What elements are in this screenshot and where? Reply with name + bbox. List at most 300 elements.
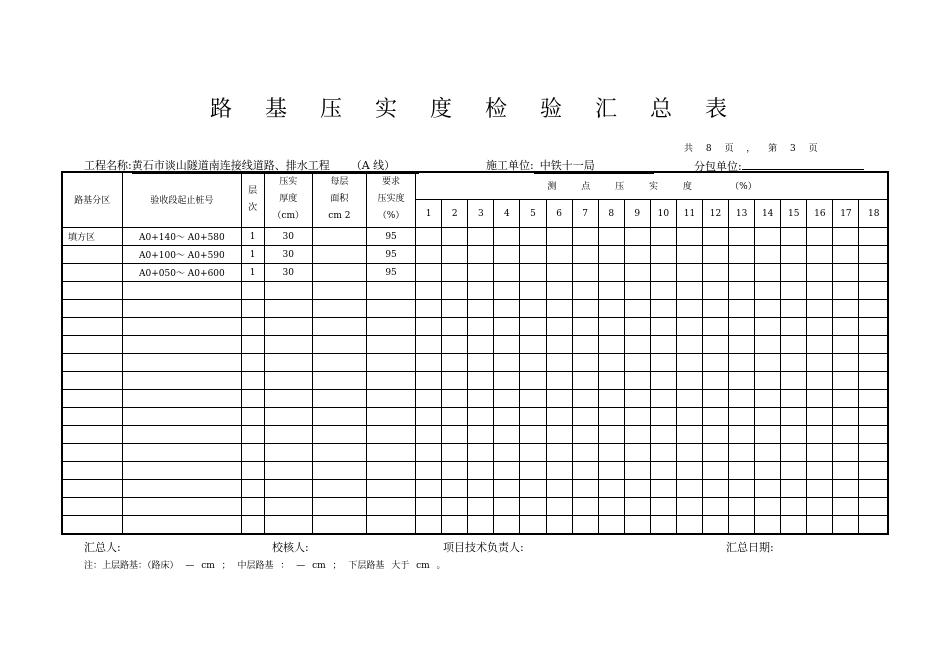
- cell-req: [366, 300, 415, 318]
- cell-zone: [62, 462, 123, 480]
- cell-point: [755, 426, 781, 444]
- cell-point: [859, 444, 889, 462]
- cell-point: [833, 264, 859, 282]
- cell-point: [702, 444, 728, 462]
- cell-point: [442, 390, 468, 408]
- page-info: 共 8 页 ， 第 3 页: [684, 144, 818, 154]
- cell-point: [729, 426, 755, 444]
- cell-thick: [264, 282, 312, 300]
- cell-section: [123, 516, 241, 534]
- cell-point: [494, 372, 520, 390]
- cell-thick: [264, 462, 312, 480]
- cell-point: [729, 336, 755, 354]
- cell-req: 95: [366, 264, 415, 282]
- cell-point: [520, 282, 546, 300]
- cell-zone: [62, 426, 123, 444]
- cell-point: [520, 246, 546, 264]
- cell-point: [807, 228, 833, 246]
- cell-point: [442, 516, 468, 534]
- cell-point: [729, 246, 755, 264]
- cell-point: [755, 372, 781, 390]
- point-number-header: 8: [598, 200, 624, 228]
- cell-point: [624, 300, 650, 318]
- summary-label: 汇总人:: [84, 541, 121, 554]
- point-number-header: 10: [650, 200, 676, 228]
- cell-layer: [241, 444, 264, 462]
- checker-label: 校核人:: [272, 541, 309, 554]
- cell-point: [755, 408, 781, 426]
- cell-point: [598, 336, 624, 354]
- cell-point: [650, 300, 676, 318]
- cell-point: [859, 426, 889, 444]
- cell-layer: [241, 336, 264, 354]
- inspection-table: [61, 171, 889, 534]
- cell-point: [833, 390, 859, 408]
- cell-point: [468, 516, 494, 534]
- cell-point: [572, 246, 598, 264]
- cell-point: [781, 246, 807, 264]
- table-row: [62, 264, 889, 282]
- cell-point: [416, 354, 442, 372]
- cell-section: [123, 426, 241, 444]
- cell-thick: [264, 408, 312, 426]
- cell-point: [624, 462, 650, 480]
- cell-point: [676, 264, 702, 282]
- cell-layer: [241, 282, 264, 300]
- cell-point: [729, 516, 755, 534]
- cell-area: [312, 498, 366, 516]
- cell-point: [572, 462, 598, 480]
- cell-point: [676, 246, 702, 264]
- cell-req: [366, 336, 415, 354]
- cell-point: [520, 462, 546, 480]
- cell-point: [729, 498, 755, 516]
- builder-label: 施工单位:: [486, 159, 534, 172]
- cell-point: [781, 390, 807, 408]
- cell-section: [123, 480, 241, 498]
- cell-point: [546, 462, 572, 480]
- cell-point: [598, 354, 624, 372]
- table-row: [62, 318, 889, 336]
- cell-point: [729, 228, 755, 246]
- cell-point: [494, 354, 520, 372]
- cell-layer: 1: [241, 264, 264, 282]
- table-row: [62, 516, 889, 534]
- cell-layer: [241, 426, 264, 444]
- cell-area: [312, 264, 366, 282]
- cell-point: [572, 408, 598, 426]
- project-name: 黄石市谈山隧道南连接线道路、排水工程: [131, 159, 330, 172]
- cell-point: [702, 426, 728, 444]
- cell-point: [520, 354, 546, 372]
- cell-point: [468, 408, 494, 426]
- cell-layer: [241, 462, 264, 480]
- header-area: 每层 面积 cm 2: [312, 172, 366, 228]
- cell-point: [624, 264, 650, 282]
- cell-point: [520, 480, 546, 498]
- cell-point: [442, 372, 468, 390]
- cell-point: [494, 336, 520, 354]
- cell-point: [442, 480, 468, 498]
- cell-point: [650, 264, 676, 282]
- cell-point: [781, 408, 807, 426]
- table-row: [62, 408, 889, 426]
- cell-point: [468, 336, 494, 354]
- cell-point: [416, 498, 442, 516]
- cell-point: [755, 444, 781, 462]
- cell-point: [468, 444, 494, 462]
- sub-label: 分包单位:: [694, 160, 742, 173]
- line-name: （A 线）: [350, 159, 396, 172]
- cell-point: [546, 498, 572, 516]
- cell-point: [859, 318, 889, 336]
- cell-section: A0+050～ A0+600: [123, 264, 241, 282]
- point-number-header: 15: [781, 200, 807, 228]
- cell-section: [123, 390, 241, 408]
- point-number-header: 5: [520, 200, 546, 228]
- cell-thick: [264, 336, 312, 354]
- cell-point: [468, 264, 494, 282]
- cell-zone: [62, 354, 123, 372]
- cell-point: [859, 336, 889, 354]
- cell-point: [598, 516, 624, 534]
- cell-point: [650, 246, 676, 264]
- cell-point: [442, 300, 468, 318]
- cell-point: [468, 426, 494, 444]
- cell-section: [123, 462, 241, 480]
- cell-point: [676, 462, 702, 480]
- point-number-header: 4: [494, 200, 520, 228]
- cell-point: [807, 246, 833, 264]
- cell-area: [312, 516, 366, 534]
- point-number-header: 16: [807, 200, 833, 228]
- cell-point: [572, 336, 598, 354]
- cell-point: [416, 282, 442, 300]
- cell-point: [702, 480, 728, 498]
- cell-layer: [241, 390, 264, 408]
- point-number-header: 13: [729, 200, 755, 228]
- cell-point: [598, 246, 624, 264]
- cell-point: [676, 318, 702, 336]
- cell-point: [572, 516, 598, 534]
- cell-point: [676, 354, 702, 372]
- cell-point: [755, 498, 781, 516]
- cell-point: [650, 426, 676, 444]
- cell-point: [546, 282, 572, 300]
- cell-point: [520, 336, 546, 354]
- cell-area: [312, 246, 366, 264]
- project-label: 工程名称:: [84, 159, 132, 172]
- cell-point: [781, 282, 807, 300]
- cell-point: [833, 372, 859, 390]
- cell-point: [755, 282, 781, 300]
- cell-point: [859, 480, 889, 498]
- cell-point: [676, 444, 702, 462]
- cell-point: [807, 354, 833, 372]
- cell-point: [520, 264, 546, 282]
- cell-point: [729, 372, 755, 390]
- table-row: [62, 336, 889, 354]
- cell-point: [676, 516, 702, 534]
- cell-area: [312, 336, 366, 354]
- cell-point: [702, 390, 728, 408]
- cell-zone: [62, 318, 123, 336]
- cell-point: [650, 390, 676, 408]
- header-thickness: 压实 厚度 （cm）: [264, 172, 312, 228]
- cell-point: [598, 282, 624, 300]
- cell-point: [702, 228, 728, 246]
- cell-point: [755, 228, 781, 246]
- cell-area: [312, 390, 366, 408]
- cell-point: [494, 390, 520, 408]
- cell-point: [729, 318, 755, 336]
- cell-point: [494, 516, 520, 534]
- cell-req: [366, 282, 415, 300]
- cell-section: [123, 444, 241, 462]
- cell-point: [572, 300, 598, 318]
- cell-point: [520, 408, 546, 426]
- cell-point: [729, 282, 755, 300]
- cell-zone: [62, 264, 123, 282]
- cell-area: [312, 462, 366, 480]
- cell-req: [366, 354, 415, 372]
- cell-point: [468, 300, 494, 318]
- cell-point: [416, 516, 442, 534]
- point-number-header: 12: [702, 200, 728, 228]
- cell-point: [572, 282, 598, 300]
- cell-point: [598, 444, 624, 462]
- cell-point: [624, 282, 650, 300]
- cell-point: [442, 462, 468, 480]
- cell-point: [676, 282, 702, 300]
- cell-point: [494, 282, 520, 300]
- cell-point: [416, 336, 442, 354]
- cell-point: [859, 390, 889, 408]
- cell-area: [312, 282, 366, 300]
- cell-point: [650, 408, 676, 426]
- cell-point: [833, 228, 859, 246]
- cell-point: [729, 390, 755, 408]
- cell-thick: 30: [264, 264, 312, 282]
- cell-req: [366, 408, 415, 426]
- cell-point: [859, 354, 889, 372]
- cell-point: [572, 498, 598, 516]
- cell-point: [572, 444, 598, 462]
- cell-point: [729, 462, 755, 480]
- cell-req: 95: [366, 228, 415, 246]
- point-number-header: 17: [833, 200, 859, 228]
- cell-point: [676, 390, 702, 408]
- cell-point: [442, 318, 468, 336]
- cell-point: [494, 498, 520, 516]
- cell-point: [833, 444, 859, 462]
- cell-point: [833, 408, 859, 426]
- cell-zone: [62, 372, 123, 390]
- cell-layer: [241, 480, 264, 498]
- cell-layer: [241, 372, 264, 390]
- cell-point: [598, 408, 624, 426]
- point-number-header: 7: [572, 200, 598, 228]
- cell-point: [807, 516, 833, 534]
- header-required: 要求 压实度 （%）: [366, 172, 415, 228]
- cell-point: [702, 300, 728, 318]
- cell-point: [807, 318, 833, 336]
- cell-point: [520, 300, 546, 318]
- cell-point: [468, 372, 494, 390]
- table-row: [62, 498, 889, 516]
- point-number-header: 3: [468, 200, 494, 228]
- cell-zone: [62, 390, 123, 408]
- cell-layer: 1: [241, 228, 264, 246]
- cell-point: [650, 444, 676, 462]
- cell-point: [859, 228, 889, 246]
- cell-area: [312, 318, 366, 336]
- cell-point: [624, 498, 650, 516]
- cell-point: [833, 300, 859, 318]
- cell-point: [624, 444, 650, 462]
- cell-point: [598, 390, 624, 408]
- sub-name: [742, 157, 864, 170]
- cell-point: [833, 480, 859, 498]
- note-text: 注：上层路基：（路床） — cm ； 中层路基 ： — cm ； 下层路基 大于 cm 。: [84, 561, 446, 571]
- cell-req: [366, 498, 415, 516]
- tech-lead-label: 项目技术负责人:: [443, 541, 524, 554]
- cell-layer: 1: [241, 246, 264, 264]
- table-row: [62, 228, 889, 246]
- cell-thick: [264, 318, 312, 336]
- cell-point: [546, 480, 572, 498]
- cell-zone: [62, 246, 123, 264]
- header-zone: 路基分区: [62, 172, 123, 228]
- cell-point: [494, 480, 520, 498]
- cell-point: [546, 408, 572, 426]
- cell-section: A0+140～ A0+580: [123, 228, 241, 246]
- cell-point: [676, 480, 702, 498]
- table-row: [62, 426, 889, 444]
- header-section: 验收段起止桩号: [123, 172, 241, 228]
- cell-point: [650, 336, 676, 354]
- cell-section: [123, 318, 241, 336]
- cell-point: [624, 228, 650, 246]
- cell-point: [624, 354, 650, 372]
- cell-zone: [62, 480, 123, 498]
- cell-point: [546, 336, 572, 354]
- cell-point: [572, 372, 598, 390]
- cell-section: [123, 372, 241, 390]
- cell-point: [572, 390, 598, 408]
- cell-point: [546, 264, 572, 282]
- cell-thick: [264, 372, 312, 390]
- cell-point: [546, 228, 572, 246]
- cell-point: [572, 264, 598, 282]
- cell-point: [781, 228, 807, 246]
- cell-point: [650, 462, 676, 480]
- cell-point: [598, 318, 624, 336]
- cell-point: [520, 318, 546, 336]
- cell-point: [546, 444, 572, 462]
- cell-req: [366, 390, 415, 408]
- cell-point: [833, 516, 859, 534]
- cell-point: [676, 372, 702, 390]
- cell-point: [416, 426, 442, 444]
- cell-point: [468, 318, 494, 336]
- cell-area: [312, 444, 366, 462]
- point-number-header: 9: [624, 200, 650, 228]
- cell-point: [859, 282, 889, 300]
- cell-thick: [264, 444, 312, 462]
- cell-point: [807, 498, 833, 516]
- cell-area: [312, 228, 366, 246]
- cell-point: [494, 264, 520, 282]
- cell-point: [859, 264, 889, 282]
- cell-req: [366, 372, 415, 390]
- table-row: [62, 390, 889, 408]
- cell-point: [676, 228, 702, 246]
- cell-point: [676, 426, 702, 444]
- cell-point: [598, 228, 624, 246]
- cell-zone: [62, 282, 123, 300]
- cell-thick: [264, 354, 312, 372]
- header-row-1: [62, 172, 889, 200]
- cell-point: [833, 246, 859, 264]
- cell-point: [859, 498, 889, 516]
- cell-point: [468, 480, 494, 498]
- point-number-header: 18: [859, 200, 889, 228]
- cell-point: [442, 408, 468, 426]
- cell-point: [781, 318, 807, 336]
- cell-point: [520, 516, 546, 534]
- table-row: [62, 354, 889, 372]
- cell-point: [416, 228, 442, 246]
- cell-req: 95: [366, 246, 415, 264]
- cell-point: [807, 444, 833, 462]
- cell-point: [781, 462, 807, 480]
- cell-point: [781, 336, 807, 354]
- cell-point: [598, 426, 624, 444]
- cell-point: [781, 426, 807, 444]
- cell-point: [416, 408, 442, 426]
- cell-point: [676, 498, 702, 516]
- cell-point: [807, 390, 833, 408]
- cell-point: [676, 300, 702, 318]
- cell-layer: [241, 354, 264, 372]
- cell-zone: [62, 498, 123, 516]
- cell-point: [859, 372, 889, 390]
- cell-section: [123, 408, 241, 426]
- cell-thick: [264, 480, 312, 498]
- cell-point: [833, 336, 859, 354]
- cell-point: [859, 300, 889, 318]
- cell-point: [755, 390, 781, 408]
- cell-section: [123, 336, 241, 354]
- cell-point: [442, 426, 468, 444]
- cell-point: [650, 372, 676, 390]
- cell-zone: [62, 300, 123, 318]
- cell-point: [729, 264, 755, 282]
- cell-point: [468, 462, 494, 480]
- cell-thick: [264, 516, 312, 534]
- cell-req: [366, 426, 415, 444]
- cell-point: [702, 462, 728, 480]
- cell-layer: [241, 498, 264, 516]
- cell-point: [598, 372, 624, 390]
- cell-point: [755, 264, 781, 282]
- cell-point: [546, 390, 572, 408]
- cell-point: [572, 480, 598, 498]
- cell-point: [833, 462, 859, 480]
- cell-point: [494, 426, 520, 444]
- header-layer: 层 次: [241, 172, 264, 228]
